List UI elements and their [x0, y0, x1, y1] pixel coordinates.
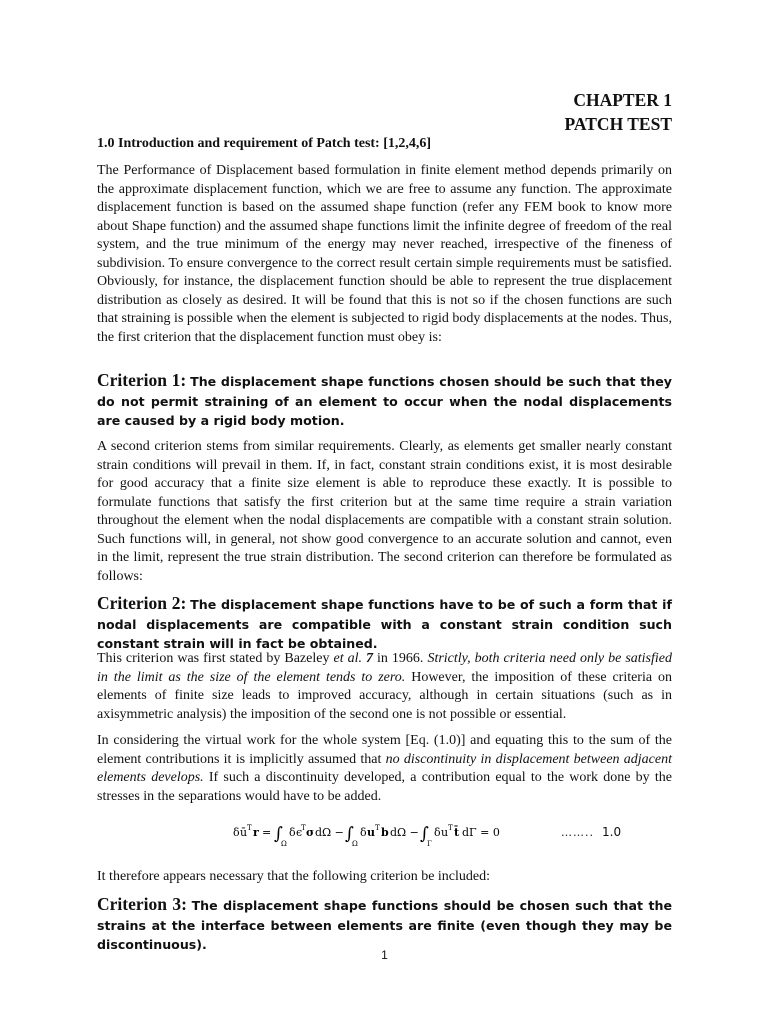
p3-text-a: This criterion was first stated by Bazeley: [97, 651, 334, 666]
svg-text:δ: δ: [233, 826, 240, 839]
virtual-work-equation: [231, 814, 561, 850]
svg-text:=: =: [262, 826, 272, 839]
criterion-2-label: Criterion 2:: [97, 593, 187, 613]
equation-number: 1.0: [602, 825, 622, 839]
svg-text:T: T: [375, 824, 380, 832]
page-number: 1: [381, 948, 388, 962]
p3-text-c: However, the imposition of these criteria on elements of finite size leads to improved accuracy, although in certain situations (such as in axisymmetric analysis) the imposition of the second one is not possible or essential.: [97, 669, 672, 722]
svg-text:δ: δ: [289, 826, 296, 839]
paragraph-bazeley: [97, 650, 672, 724]
svg-text:T: T: [301, 824, 306, 832]
svg-text:∫: ∫: [345, 824, 354, 844]
svg-text:t̄: t̄: [454, 826, 460, 839]
paragraph-intro: The Performance of Displacement based formulation in finite element method depends primarily on the approximate displacement function, which we are free to assume any function. The approximate displacement function is based on the assumed shape function (refer any FEM book to know more about Shape function) and the assumed shape functions limit the infinite degree of freedom of the real system, and the true minimum of the energy may never reached, irrespective of the fineness of subdivision. To ensure convergence to the correct result certain simple requirements must be satisfied. Obviously, for instance, the displacement function should be able to represent the true displacement distribution as closely as desired. It will be found that this is not so if the chosen functions are such that straining is possible when the element is subjected to rigid body displacements at the nodes. Thus, the first criterion that the displacement function must obey is:: [97, 163, 672, 345]
equation-1-0: [231, 814, 671, 850]
svg-text:u: u: [367, 826, 375, 839]
svg-text:ϵ: ϵ: [296, 826, 303, 839]
chapter-title: PATCH TEST: [564, 114, 672, 134]
criterion-1-text: The displacement shape functions chosen should be such that they do not permit straining of an element to occur when the nodal displacements are caused by a rigid body motion.: [97, 374, 673, 428]
criterion-3-label: Criterion 3:: [97, 894, 188, 914]
svg-text:Ω: Ω: [281, 840, 287, 848]
svg-text:r: r: [253, 826, 259, 839]
svg-text:σ: σ: [306, 826, 315, 839]
criterion-1-label: Criterion 1:: [97, 370, 187, 390]
section-heading: 1.0 Introduction and requirement of Patch test: [1,2,4,6]: [97, 136, 432, 151]
paragraph-third-intro: It therefore appears necessary that the following criterion be included:: [97, 869, 491, 884]
svg-text:dΩ −: dΩ −: [390, 826, 419, 839]
svg-text:u: u: [441, 826, 449, 839]
paragraph-second-criterion: A second criterion stems from similar requirements. Clearly, as elements get smaller nearly constant strain conditions will prevail in them. If, in fact, constant strain conditions exist, it is most desirable for good accuracy that a finite size element is able to reproduce these exactly. It is possible to formulate functions that satisfy the first criterion but at the same time require a strain variation throughout the element when the nodal displacements are compatible with a constant strain solution. Such functions will, in general, not show good convergence to an accurate solution and cannot, even in the limit, represent the true strain distribution. The second criterion can therefore be formulated as follows:: [97, 439, 672, 584]
svg-text:δ: δ: [434, 826, 441, 839]
criterion-1: [97, 371, 672, 432]
criterion-3-text: The displacement shape functions should be chosen such that the strains at the interface between elements are finite (even though they may be discontinuous).: [97, 898, 672, 952]
chapter-label: CHAPTER 1: [573, 90, 672, 110]
p3-et-al: et al.: [333, 651, 362, 666]
svg-text:dΓ = 0: dΓ = 0: [462, 826, 500, 839]
svg-text:dΩ −: dΩ −: [315, 826, 344, 839]
criterion-3: [97, 895, 672, 956]
svg-text:Ω: Ω: [352, 840, 358, 848]
svg-text:∫: ∫: [274, 824, 283, 844]
p3-italic: Strictly, both criteria need only be satisfied in the limit as the size of the element tends to zero.: [97, 651, 673, 685]
equation-dots: ……..: [561, 825, 594, 839]
svg-text:b: b: [381, 826, 389, 839]
svg-text:δ: δ: [360, 826, 367, 839]
criterion-2-text: The displacement shape functions have to be of such a form that if nodal displacements are compatible with a constant strain condition such constant strain will in fact be obtained.: [97, 597, 672, 651]
p4-text-a: In considering the virtual work for the whole system [Eq. (1.0)] and equating this to the sum of the element contributions it is implicitly assumed that: [97, 733, 672, 767]
svg-text:Γ: Γ: [427, 840, 432, 848]
paragraph-virtual-work: [97, 732, 672, 806]
p3-text-b: in 1966.: [373, 651, 428, 666]
criterion-2: [97, 594, 672, 655]
svg-text:T: T: [247, 824, 252, 832]
p4-text-b: If such a discontinuity developed, a contribution equal to the work done by the stresses in the separations would have to be added.: [97, 770, 672, 804]
p3-reference: 7: [366, 651, 374, 666]
p4-italic: no discontinuity in displacement between adjacent elements develops.: [97, 751, 672, 785]
svg-text:∫: ∫: [420, 824, 429, 844]
svg-text:T: T: [448, 824, 453, 832]
svg-text:ū: ū: [240, 826, 248, 839]
